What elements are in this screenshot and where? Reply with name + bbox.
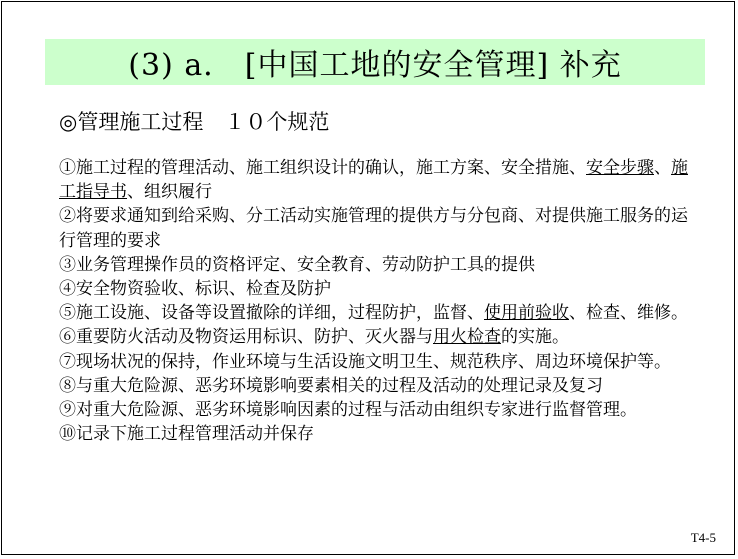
page-number: T4-5 <box>690 530 716 545</box>
slide <box>1 1 735 555</box>
slide-title: (3) a． [中国工地的安全管理] 补充 <box>45 39 705 85</box>
list-item: ⑤施工设施、设备等设置撤除的详细，过程防护，监督、使用前验收、检查、维修。 <box>59 303 688 324</box>
list-item: ⑥重要防火活动及物资运用标识、防护、灭火器与用火检查的实施。 <box>59 327 569 348</box>
section-subtitle: ◎管理施工过程 １０个规范 <box>59 110 330 134</box>
list-item: ③业务管理操作员的资格评定、安全教育、劳动防护工具的提供 <box>59 254 535 275</box>
list-item: ②将要求通知到给采购、分工活动实施管理的提供方与分包商、对提供施工服务的运行管理的要求 <box>59 206 688 251</box>
list-item: ⑨对重大危险源、恶劣环境影响因素的过程与活动由组织专家进行监督管理。 <box>59 400 637 421</box>
list-item: ⑧与重大危险源、恶劣环境影响要素相关的过程及活动的处理记录及复习 <box>59 375 603 396</box>
list-item: ⑩记录下施工过程管理活动并保存 <box>59 424 314 445</box>
list-item: ⑦现场状况的保持，作业环境与生活设施文明卫生、规范秩序、周边环境保护等。 <box>59 351 671 372</box>
regulation-list <box>59 156 704 446</box>
list-item: ④安全物资验收、标识、检查及防护 <box>59 279 331 300</box>
list-item: ①施工过程的管理活动、施工组织设计的确认，施工方案、安全措施、安全步骤、施工指导书、组织履行 <box>59 158 688 203</box>
